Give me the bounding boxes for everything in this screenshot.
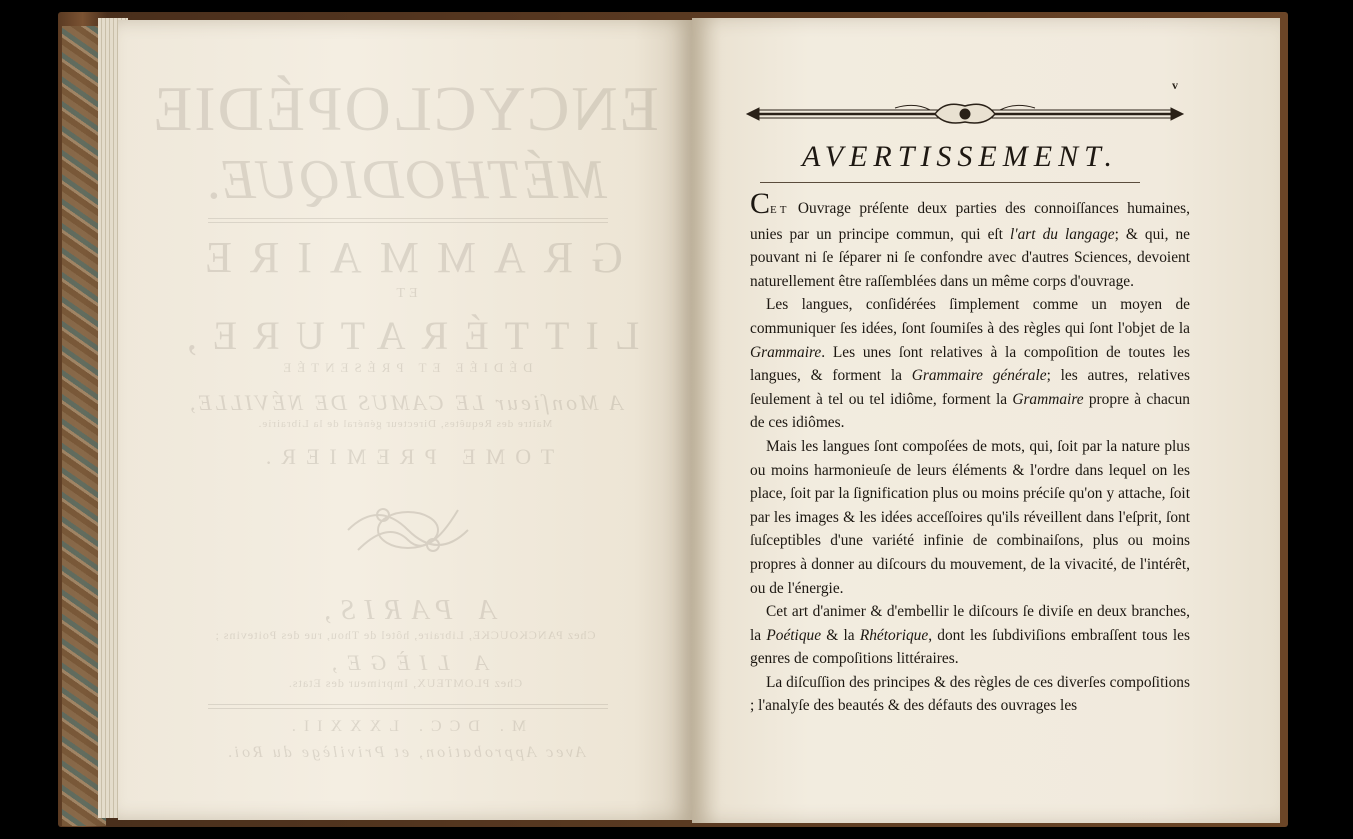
page-title: AVERTISSEMENT.: [801, 140, 1119, 173]
left-page: [118, 20, 692, 820]
page-number: v: [1172, 78, 1178, 92]
paragraph: [750, 435, 1190, 600]
showthrough-rule: [208, 218, 608, 223]
showthrough-rule: [208, 704, 608, 709]
text-run: ; les autres, relatives ſeulement à tel ou tel idiôme, forment la: [750, 367, 1190, 408]
showthrough-line: Chez PANCKOUCKE, Libraire, hôtel de Thou, rue des Poitevins ;: [214, 628, 596, 642]
italic-term: Grammaire: [750, 343, 822, 361]
text-run: . Les unes ſont relatives à la compoſition de toutes les langues, & forment la: [750, 343, 1190, 385]
showthrough-line: A PARIS,: [314, 595, 496, 626]
title-underline: [760, 182, 1140, 183]
paragraph: [750, 293, 1190, 435]
text-run: , dont les ſubdiviſions embraſſent tous les genres de compoſitions littéraires.: [750, 626, 1190, 668]
drop-capital: C: [750, 187, 771, 220]
text-run: Mais les langues ſont compoſées de mots, qui, ſoit par la nature plus ou moins harmonieuſe de leurs éléments & l'ordre dans lequel on les place, ſoit par la ſignification plus ou moins préciſe qu'on y attache, ſoit par les images & les idées acceſſoires qu'ils réveillent dans l'eſprit, ſont ſuſceptibles d'une variété infinie de combinaiſons, plus ou moins propres à donner au diſcours du mouvement, de la vivacité, de l'intérêt, ou de l'énergie.: [750, 437, 1190, 597]
showthrough-line: GRAMMAIRE: [187, 233, 623, 282]
italic-term: Poétique: [766, 626, 822, 644]
showthrough-line: MÉTHODIQUE.: [203, 149, 607, 211]
italic-term: Grammaire générale: [911, 367, 1047, 385]
showthrough-vignette: [338, 490, 478, 570]
text-run: propre à chacun de ces idiômes.: [750, 390, 1190, 432]
text-run: Ouvrage préſente deux parties des connoiſſances humaines, unies par un principe commun, qui eſt: [750, 200, 1190, 243]
text-run: Les langues, conſidérées ſimplement comme un moyen de communiquer ſes idées, ſont ſoumiſes à des règles qui ſont l'objet de la: [750, 296, 1190, 337]
paragraph: [750, 187, 1190, 293]
showthrough-line: M. DCC. LXXXII.: [283, 718, 527, 735]
showthrough-line: Avec Approbation, et Privilège du Roi.: [224, 744, 586, 761]
text-run: & la: [821, 626, 860, 644]
showthrough-line: ENCYCLOPÉDIE: [151, 73, 659, 144]
showthrough-line: Maître des Requêtes, Directeur général de la Librairie.: [257, 418, 553, 430]
paragraph: [750, 671, 1190, 718]
showthrough-line: DÉDIÉE ET PRÉSENTÉE: [277, 360, 533, 375]
italic-term: Rhétorique: [859, 626, 929, 644]
text-run: ET: [770, 204, 790, 216]
text-run: ; & qui, ne pouvant ni ſe ſéparer ni ſe confondre avec d'autres Sciences, devoient naturellement être raſſemblées dans un même corps d'ouvrage.: [750, 225, 1190, 290]
showthrough-line: TOME PREMIER.: [255, 444, 555, 469]
showthrough-line: ET: [392, 286, 418, 301]
italic-term: l'art du langage: [1010, 225, 1115, 243]
showthrough-line: A Monſieur LE CAMUS DE NÉVILLE,: [186, 390, 624, 415]
text-run: Cet art d'animer & d'embellir le diſcours ſe diviſe en deux branches, la: [750, 603, 1190, 644]
text-run: La diſcuſſion des principes & des règles de ces diverſes compoſitions ; l'analyſe des beautés & des défauts des ouvrages les: [750, 673, 1190, 715]
paragraph: [750, 600, 1190, 671]
showthrough-line: LITTÉRATURE,: [170, 313, 640, 358]
body-text: [750, 187, 1190, 718]
showthrough-line: A LIÈGE,: [321, 650, 489, 675]
ornamental-headpiece: [745, 100, 1185, 128]
showthrough-line: Chez PLOMTEUX, Imprimeur des Etats.: [287, 676, 523, 690]
italic-term: Grammaire: [1012, 390, 1084, 408]
